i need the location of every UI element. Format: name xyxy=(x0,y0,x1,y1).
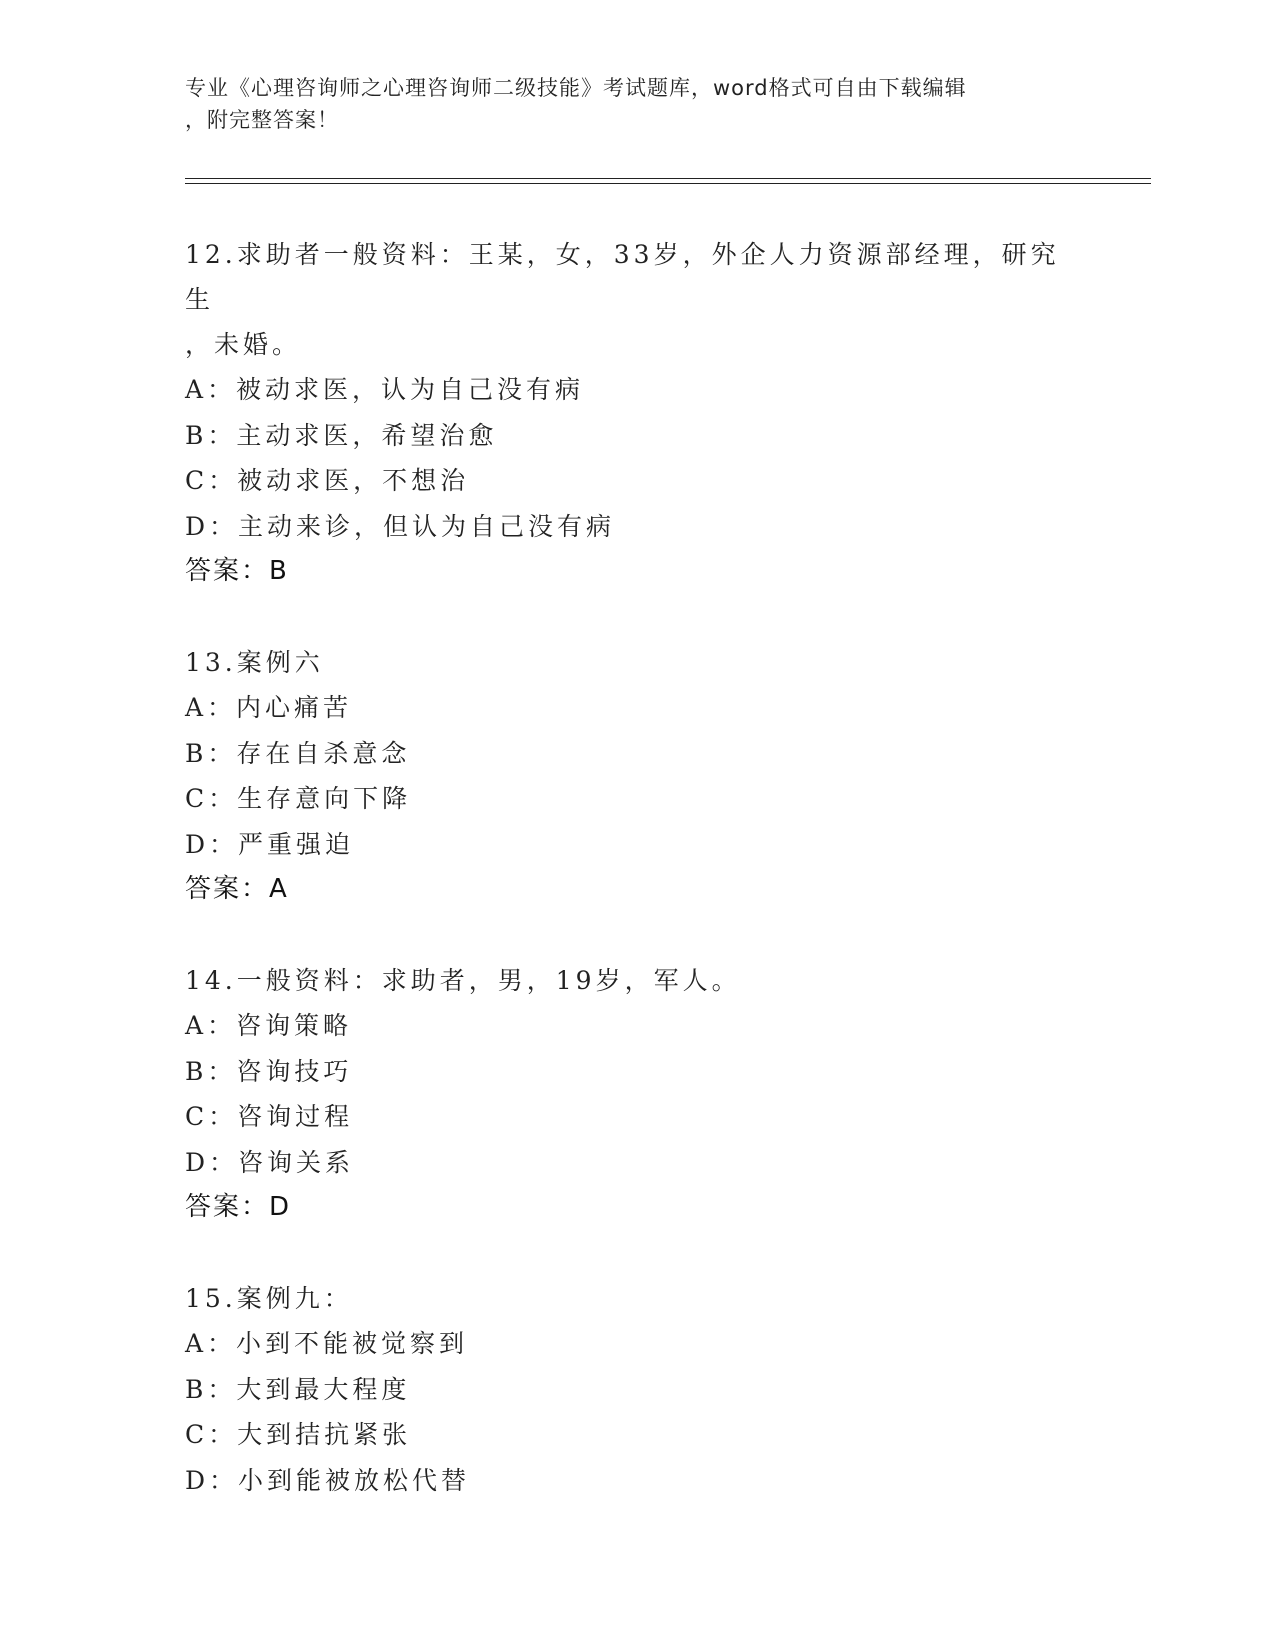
header-line-2: ，附完整答案！ xyxy=(185,108,339,132)
document-header xyxy=(185,72,1055,136)
option-b: B：大到最大程度 xyxy=(185,1374,411,1404)
question-stem: 12.求助者一般资料：王某，女，33岁，外企人力资源部经理，研究生 xyxy=(185,240,1060,314)
question-stem-continued: ，未婚。 xyxy=(185,330,302,359)
option-d: D：小到能被放松代替 xyxy=(185,1465,471,1495)
header-divider-top xyxy=(185,178,1151,179)
question-stem: 13.案例六 xyxy=(185,648,324,677)
option-a: A：咨询策略 xyxy=(185,1011,353,1040)
answer-line: 答案：B xyxy=(185,556,289,586)
header-line-1: 专业《心理咨询师之心理咨询师二级技能》考试题库，word格式可自由下载编辑 xyxy=(185,76,967,100)
option-a: A：小到不能被觉察到 xyxy=(185,1329,469,1358)
option-c: C：大到拮抗紧张 xyxy=(185,1420,412,1449)
option-c: C：生存意向下降 xyxy=(185,784,412,813)
question-list xyxy=(185,232,1085,1549)
question-13 xyxy=(185,640,1085,912)
option-b: B：咨询技巧 xyxy=(185,1056,353,1086)
option-c: C：被动求医，不想治 xyxy=(185,466,470,495)
option-b: B：主动求医，希望治愈 xyxy=(185,420,498,450)
option-a: A：被动求医，认为自己没有病 xyxy=(185,375,585,404)
question-14 xyxy=(185,958,1085,1230)
option-b: B：存在自杀意念 xyxy=(185,738,411,768)
option-a: A：内心痛苦 xyxy=(185,693,353,722)
header-divider-bottom xyxy=(185,183,1151,184)
answer-line: 答案：A xyxy=(185,874,289,904)
question-stem: 14.一般资料：求助者，男，19岁，军人。 xyxy=(185,966,741,995)
answer-line: 答案：D xyxy=(185,1192,292,1222)
option-d: D：严重强迫 xyxy=(185,829,355,859)
question-12 xyxy=(185,232,1085,594)
option-d: D：主动来诊，但认为自己没有病 xyxy=(185,511,616,541)
option-c: C：咨询过程 xyxy=(185,1102,354,1131)
question-15 xyxy=(185,1276,1085,1503)
question-stem: 15.案例九： xyxy=(185,1284,353,1313)
option-d: D：咨询关系 xyxy=(185,1147,355,1177)
